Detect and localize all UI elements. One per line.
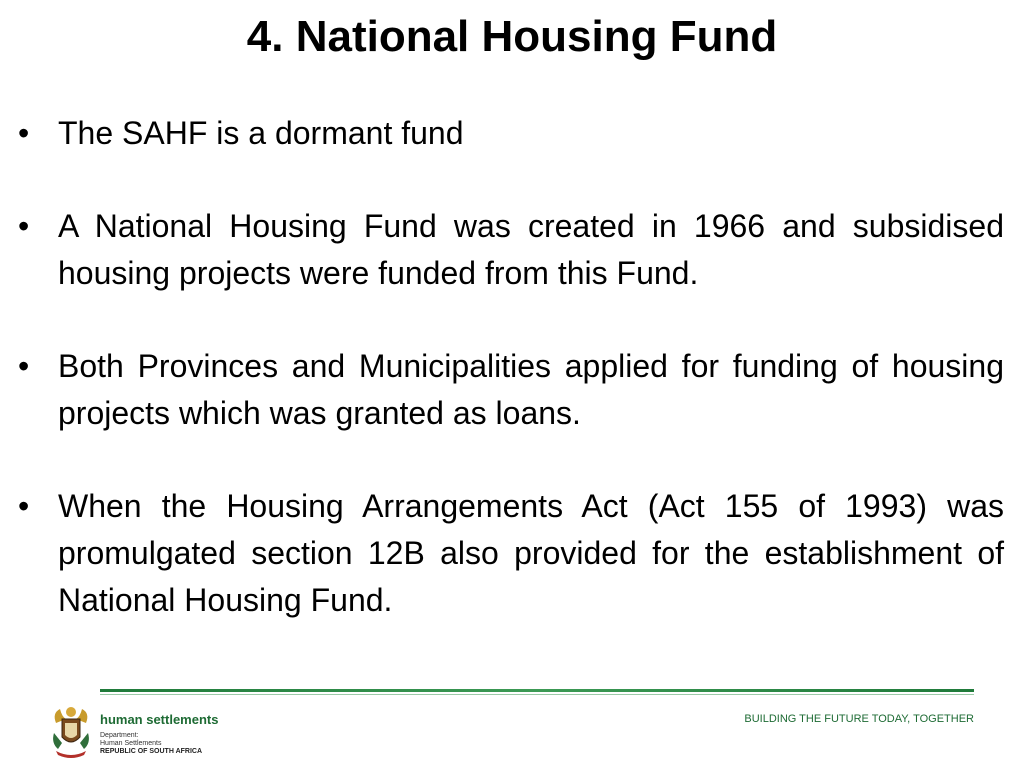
coat-of-arms-icon: [48, 703, 94, 761]
department-subtitle: Human Settlements: [100, 740, 162, 747]
department-name: human settlements: [100, 712, 219, 727]
footer-divider-thin: [100, 694, 974, 695]
bullet-item: [18, 483, 1004, 624]
bullet-text: Both Provinces and Municipalities applied for funding of housing projects which was granted as loans.: [58, 348, 1004, 431]
bullet-text: A National Housing Fund was created in 1966 and subsidised housing projects were funded from this Fund.: [58, 208, 1004, 291]
republic-label: REPUBLIC OF SOUTH AFRICA: [100, 748, 203, 755]
bullet-text: When the Housing Arrangements Act (Act 155 of 1993) was promulgated section 12B also provided for the establishment of National Housing Fund.: [58, 488, 1004, 618]
bullet-text: The SAHF is a dormant fund: [58, 115, 464, 151]
department-label: Department:: [100, 732, 139, 739]
footer-divider: [100, 689, 974, 692]
bullet-item: [18, 110, 1004, 157]
footer-tagline: BUILDING THE FUTURE TODAY, TOGETHER: [744, 713, 974, 725]
bullet-list: [18, 110, 1004, 624]
bullet-icon: •: [18, 488, 30, 524]
bullet-item: [18, 203, 1004, 297]
bullet-icon: •: [18, 348, 30, 384]
slide-title: 4. National Housing Fund: [246, 12, 778, 61]
bullet-icon: •: [18, 208, 30, 244]
bullet-icon: •: [18, 115, 30, 151]
bullet-item: [18, 343, 1004, 437]
